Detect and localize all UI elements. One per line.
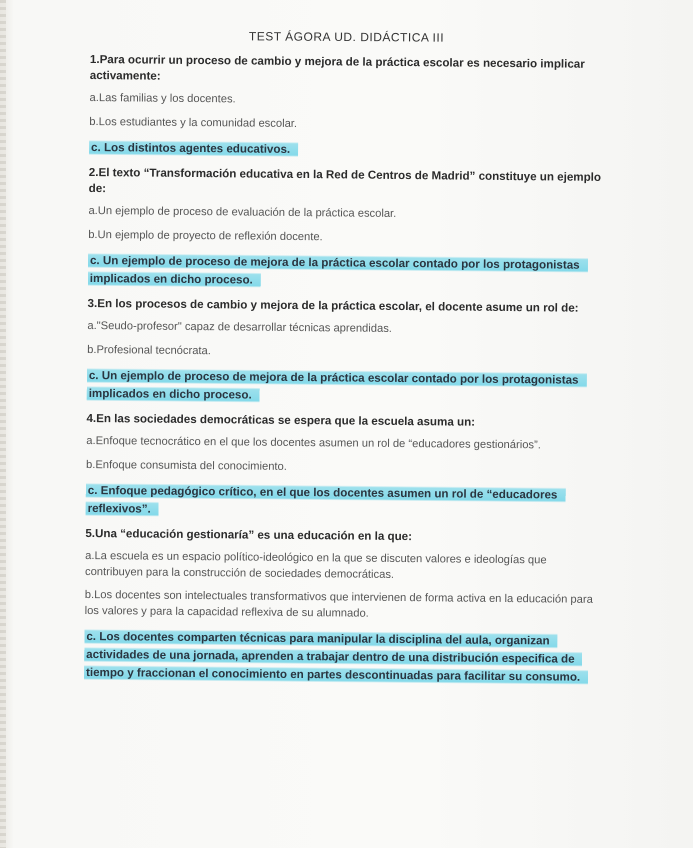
- question-3: [87, 296, 608, 407]
- option-b: b.Los docentes son intelectuales transformativos que intervienen de forma activa en la educación para los valores y para la capacidad reflexiva de su alumnado.: [84, 588, 593, 620]
- highlighted-answer: c. Un ejemplo de proceso de mejora de la práctica escolar contado por los protagonistas implicados en dicho proceso.: [87, 368, 587, 403]
- question-prompt: 3.En los procesos de cambio y mejora de la práctica escolar, el docente asume un rol de:: [87, 296, 579, 315]
- option-a: a.Las familias y los docentes.: [89, 91, 236, 106]
- option-b: b.Un ejemplo de proyecto de reflexión docente.: [88, 228, 323, 243]
- question-list: [84, 52, 610, 695]
- highlighted-answer: c. Los docentes comparten técnicas para manipular la disciplina del aula, organizan actividades de una jornada, aprenden a trabajar dentro de una distribución especifica de tiempo y fraccionan el conocimiento en partes descontinuadas para facilitar su consumo.: [84, 629, 588, 685]
- question-prompt: 2.El texto “Transformación educativa en la Red de Centros de Madrid” constituye un ejemplo de:: [88, 165, 602, 196]
- option-a: a.Un ejemplo de proceso de evaluación de la práctica escolar.: [88, 204, 397, 220]
- highlighted-answer: c. Enfoque pedagógico crítico, en el que los docentes asumen un rol de “educadores reflexivos”.: [86, 483, 566, 517]
- option-b: b.Profesional tecnócrata.: [87, 343, 211, 357]
- question-prompt: 4.En las sociedades democráticas se espera que la escuela asuma un:: [86, 411, 476, 429]
- option-b: b.Enfoque consumista del conocimiento.: [85, 458, 287, 473]
- question-2: [88, 165, 609, 292]
- question-4: [86, 411, 607, 522]
- question-prompt: 5.Una “educación gestionaría” es una educación en la que:: [85, 526, 413, 544]
- option-a: a.La escuela es un espacio político-ideológico en la que se discuten valores e ideologías que contribuyen para la construcción de sociedades democráticas.: [84, 549, 547, 581]
- question-prompt: 1.Para ocurrir un proceso de cambio y mejora de la práctica escolar es necesario implicar activamente:: [89, 52, 585, 83]
- question-5: [84, 526, 605, 686]
- question-1: [89, 52, 610, 161]
- option-b: b.Los estudiantes y la comunidad escolar.: [89, 115, 298, 130]
- highlighted-answer: c. Un ejemplo de proceso de mejora de la práctica escolar contado por los protagonistas implicados en dicho proceso.: [88, 253, 588, 288]
- option-a: a.Enfoque tecnocrático en el que los docentes asumen un rol de “educadores gestionários”.: [86, 434, 541, 452]
- scan-edge: [0, 0, 6, 848]
- document-title: TEST ÁGORA UD. DIDÁCTICA III: [248, 29, 445, 45]
- highlighted-answer: c. Los distintos agentes educativos.: [89, 140, 298, 157]
- option-a: a."Seudo-profesor" capaz de desarrollar técnicas aprendidas.: [87, 319, 393, 335]
